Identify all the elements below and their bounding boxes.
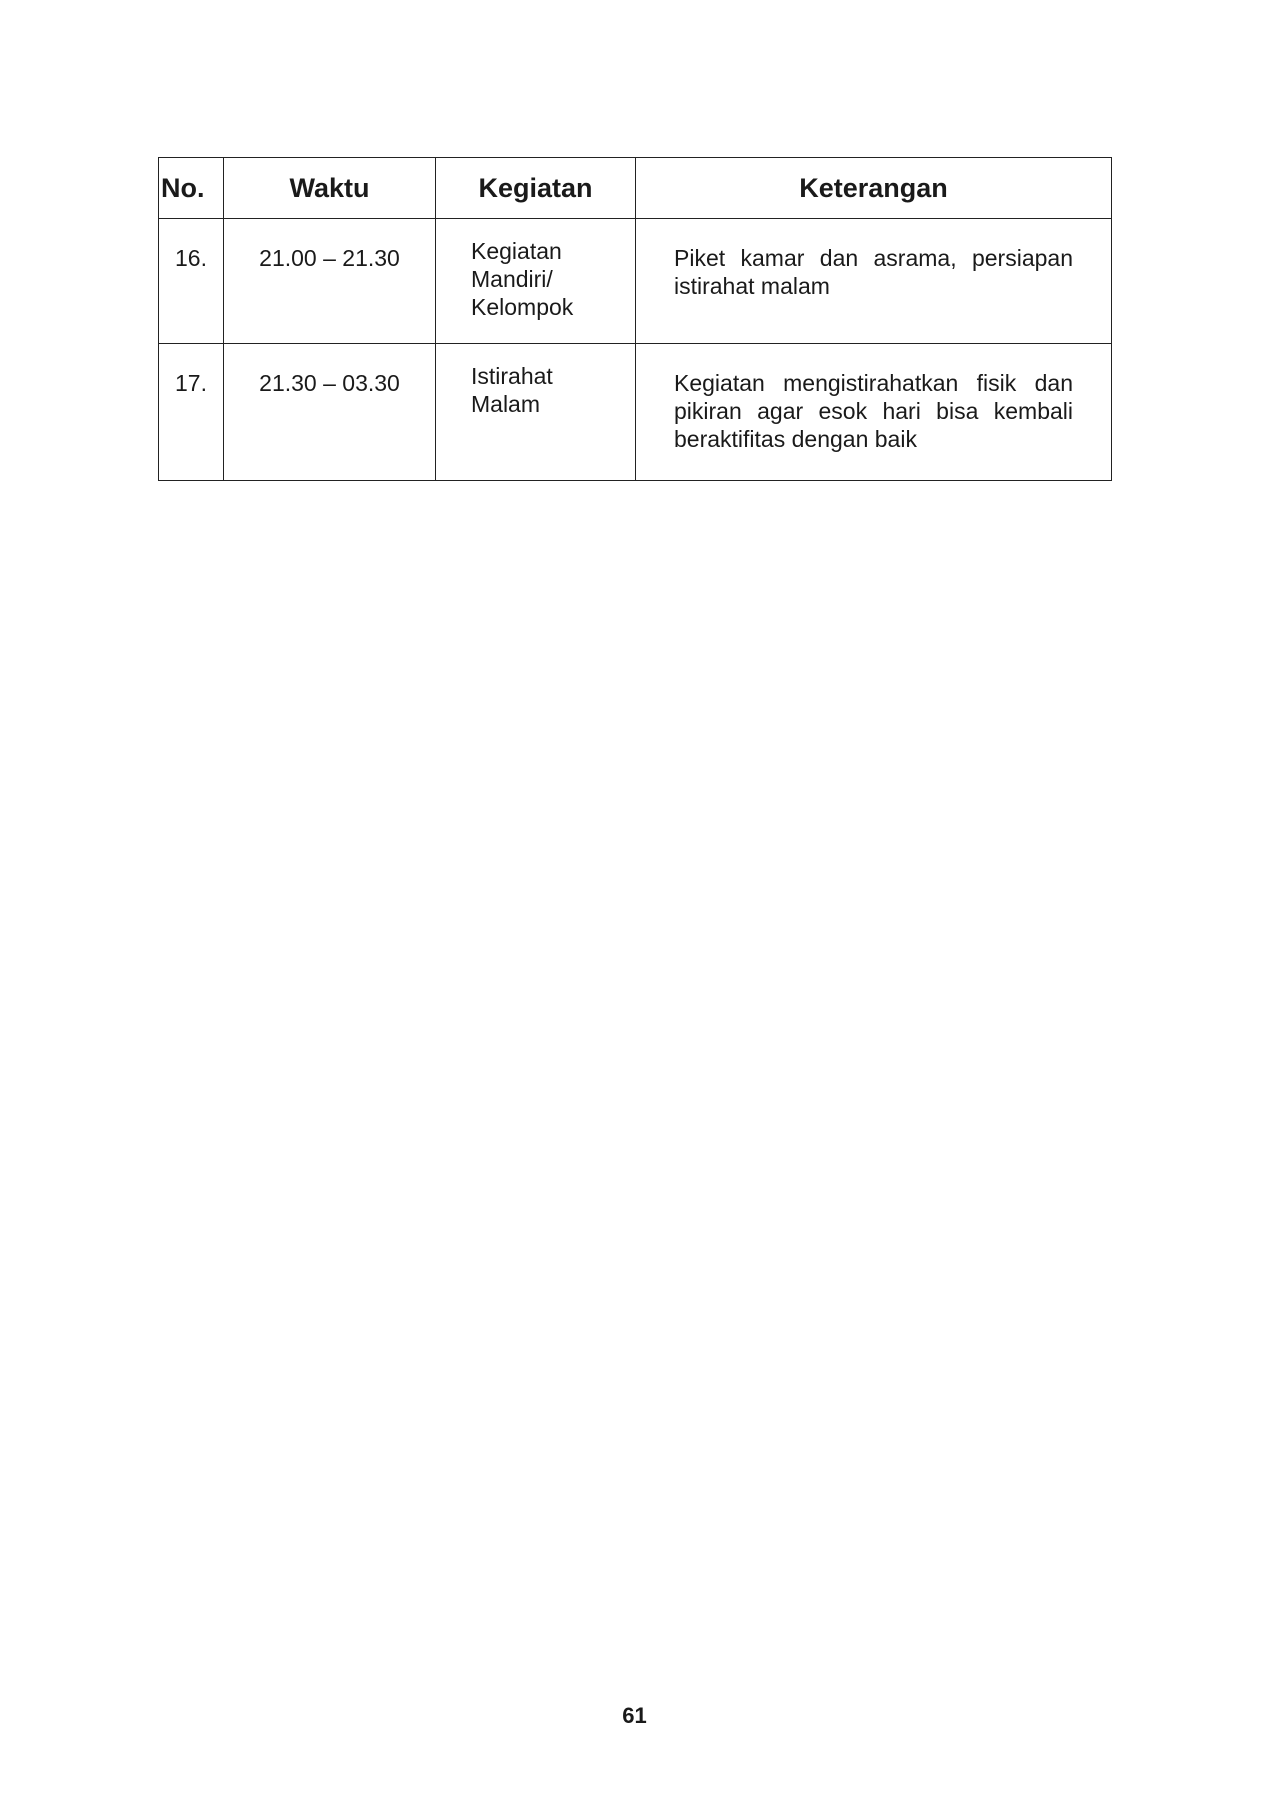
cell-waktu: 21.00 – 21.30 [224,219,436,344]
header-keterangan: Keterangan [636,158,1112,219]
cell-keterangan: Kegiatan mengistirahatkan fisik dan pikiran agar esok hari bisa kembali beraktifitas dengan baik [636,344,1112,481]
schedule-table [158,157,1112,481]
cell-kegiatan: Istirahat Malam [436,344,636,481]
table-row [159,344,1112,481]
cell-waktu: 21.30 – 03.30 [224,344,436,481]
cell-no: 17. [159,344,224,481]
table-header-row [159,158,1112,219]
cell-kegiatan: Kegiatan Mandiri/ Kelompok [436,219,636,344]
header-kegiatan: Kegiatan [436,158,636,219]
table-row [159,219,1112,344]
cell-no: 16. [159,219,224,344]
header-waktu: Waktu [224,158,436,219]
page-number: 61 [622,1703,647,1728]
cell-keterangan: Piket kamar dan asrama, persiapan istirahat malam [636,219,1112,344]
header-no: No. [159,158,224,219]
